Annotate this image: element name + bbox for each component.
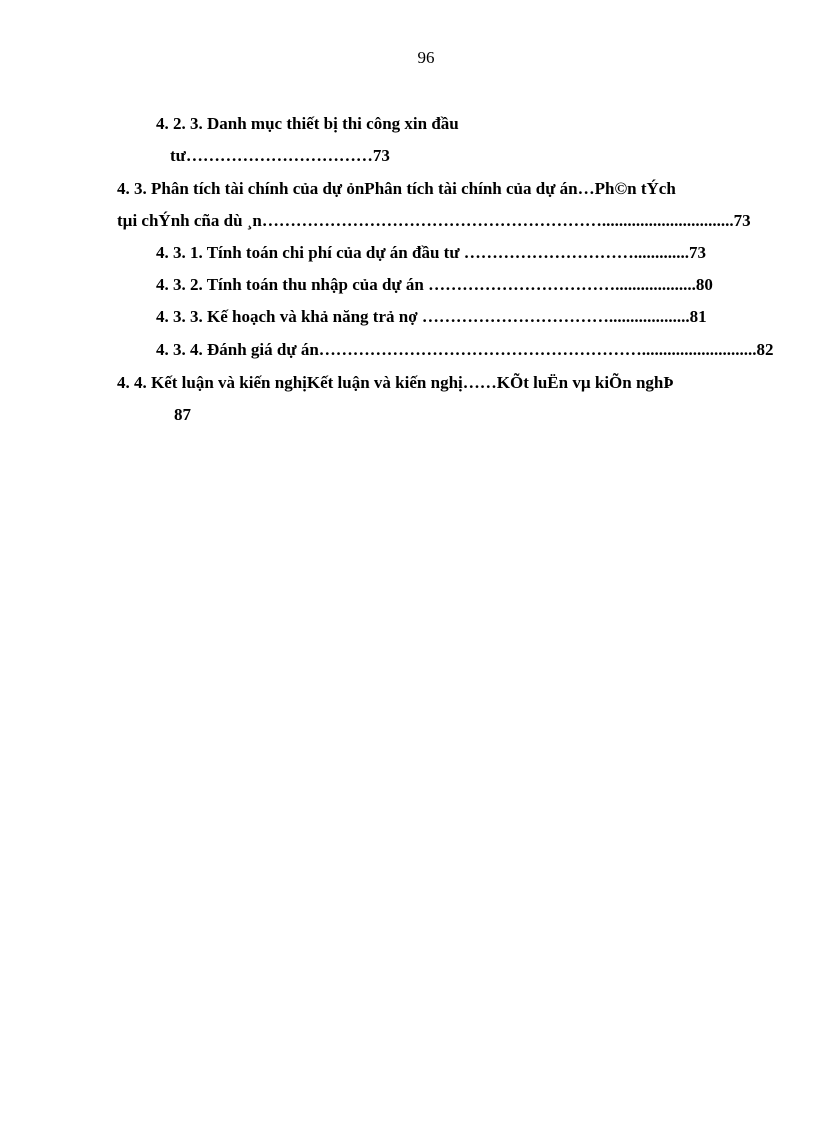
toc-entry-4-4: 4. 4. Kết luận và kiến nghịKết luận và kiến nghị……KÕt luËn vµ kiÕn nghÞ — [117, 373, 674, 392]
toc-entry-4-3: 4. 3. Phân tích tài chính của dự ỏnPhân tích tài chính của dự án…Ph©n tÝch — [117, 179, 676, 198]
toc-entry-4-3-3: 4. 3. 3. Kế hoạch và khả năng trả nợ ……………………………...................81 — [156, 307, 707, 326]
toc-entry-4-3-4: 4. 3. 4. Đánh giá dự án…………………………………………………...........................82 — [156, 340, 774, 359]
toc-entry-4-3-2: 4. 3. 2. Tính toán thu nhập của dự án ……………………………...................80 — [156, 275, 713, 294]
toc-entry-4-2-3: 4. 2. 3. Danh mục thiết bị thi công xin đầu — [156, 114, 459, 133]
toc-entry-4-4-page: 87 — [174, 405, 191, 424]
page-number: 96 — [417, 48, 435, 67]
toc-entry-4-3-1: 4. 3. 1. Tính toán chi phí của dự án đầu tư ………………………….............73 — [156, 243, 707, 262]
toc-entry-4-3-continuation: tµi chÝnh cña dù ¸n……………………………………………………...............................73 — [117, 211, 751, 230]
toc-entry-4-2-3-continuation: tư……………………………73 — [170, 146, 390, 165]
